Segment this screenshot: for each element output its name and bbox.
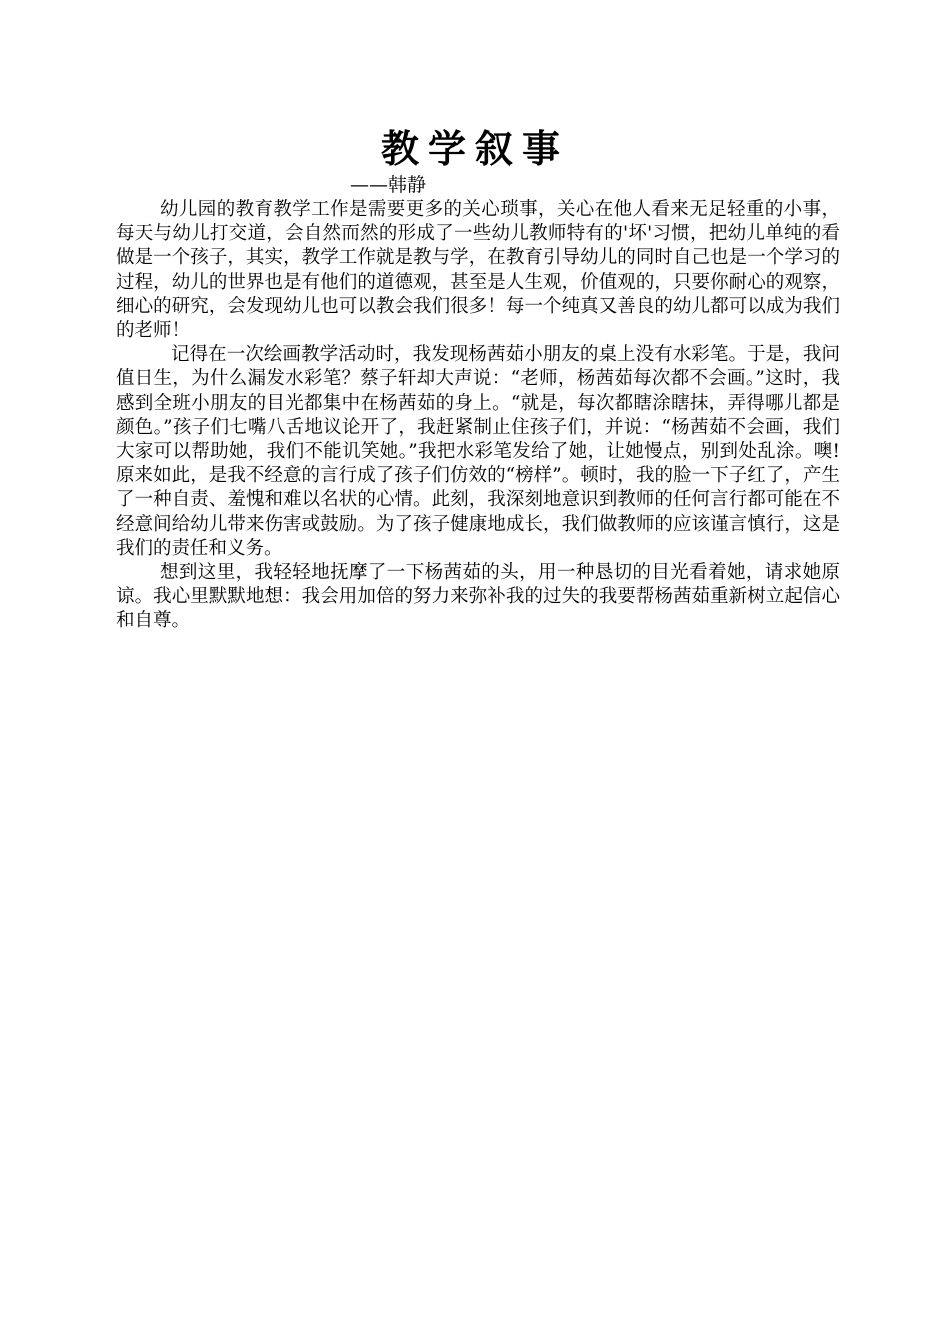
paragraph-1: 幼儿园的教育教学工作是需要更多的关心琐事，关心在他人看来无足轻重的小事，每天与幼儿打交道，会自然而然的形成了一些幼儿教师特有的'坏'习惯，把幼儿单纯的看做是一个孩子，其实，教学工作就是教与学，在教育引导幼儿的同时自己也是一个学习的过程，幼儿的世界也是有他们的道德观，甚至是人生观，价值观的，只要你耐心的观察，细心的研究，会发现幼儿也可以教会我们很多！每一个纯真又善良的幼儿都可以成为我们的老师！ (116, 199, 840, 342)
paragraph-2: 记得在一次绘画教学活动时，我发现杨茜茹小朋友的桌上没有水彩笔。于是，我问值日生，为什么漏发水彩笔？蔡子轩却大声说：“老师，杨茜茹每次都不会画。”这时，我感到全班小朋友的目光都集中在杨茜茹的身上。“就是，每次都瞎涂瞎抹，弄得哪儿都是颜色。”孩子们七嘴八舌地议论开了，我赶紧制止住孩子们，并说：“杨茜茹不会画，我们大家可以帮助她，我们不能讥笑她。”我把水彩笔发给了她，让她慢点，别到处乱涂。噢!原来如此，是我不经意的言行成了孩子们仿效的“榜样”。顿时，我的脸一下子红了，产生了一种自责、羞愧和难以名状的心情。此刻，我深刻地意识到教师的任何言行都可能在不经意间给幼儿带来伤害或鼓励。为了孩子健康地成长，我们做教师的应该谨言慎行，这是我们的责任和义务。 (116, 344, 840, 559)
document-author: ——韩静 (350, 174, 427, 196)
paragraph-3: 想到这里，我轻轻地抚摩了一下杨茜茹的头，用一种恳切的目光看着她，请求她原谅。我心里默默地想：我会用加倍的努力来弥补我的过失的我要帮杨茜茹重新树立起信心和自尊。 (116, 562, 840, 632)
document-title: 教学叙事 (380, 126, 569, 171)
document-body (116, 198, 840, 634)
